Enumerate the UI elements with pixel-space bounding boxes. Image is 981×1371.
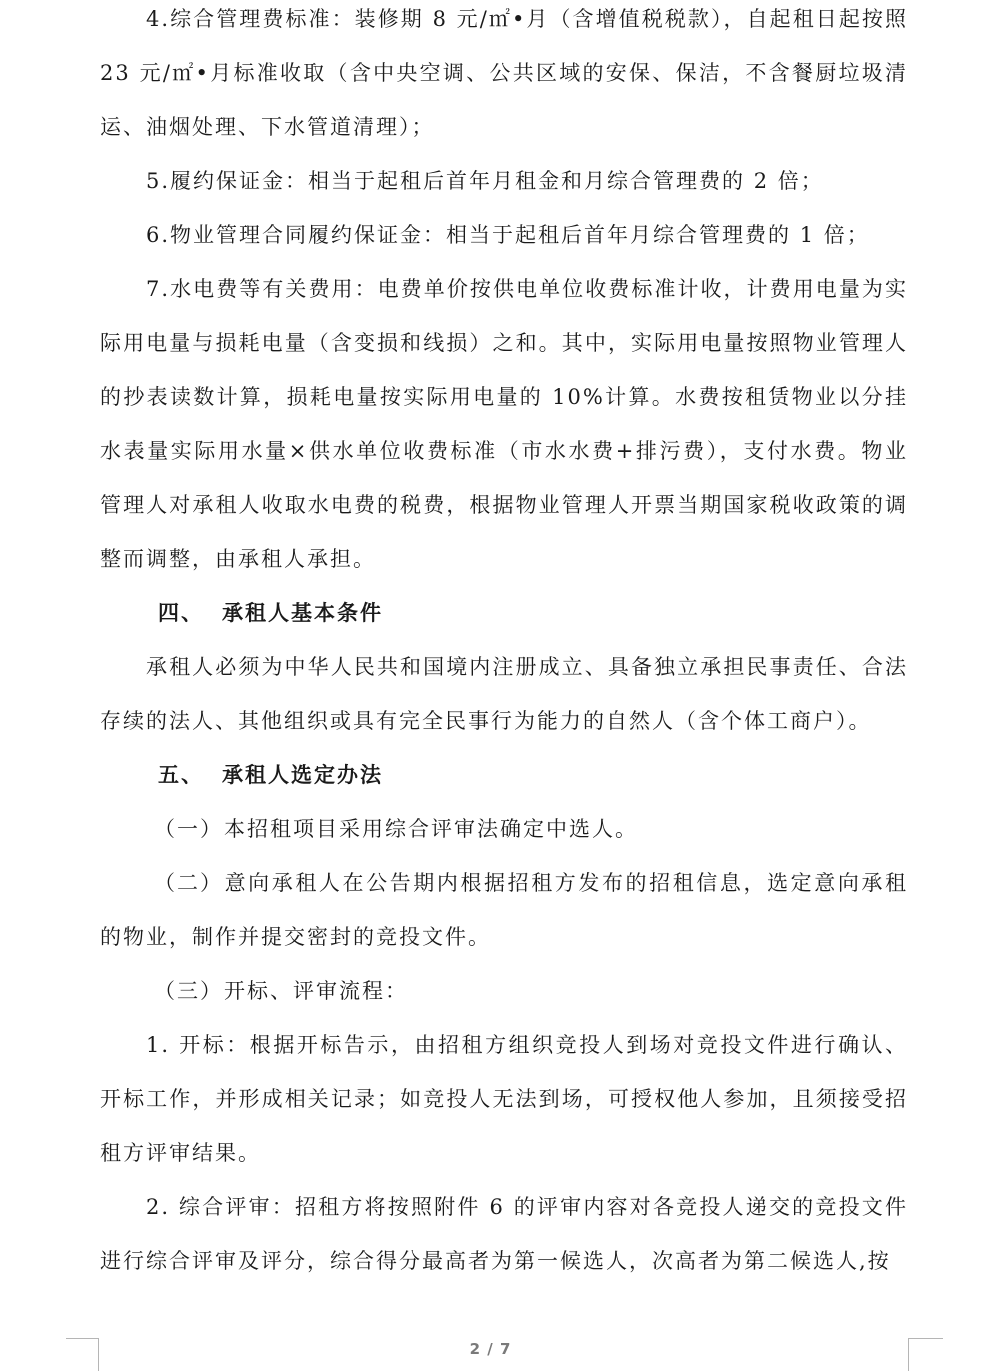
paragraph-performance-deposit: 5.履约保证金：相当于起租后首年月租金和月综合管理费的 2 倍； (146, 169, 824, 193)
section-heading-tenant-conditions (100, 586, 908, 640)
paragraph-utility-fees: 7.水电费等有关费用：电费单价按供电单位收费标准计收，计费用电量为实际用电量与损耗电量（含变损和线损）之和。其中，实际用电量按照物业管理人的抄表读数计算，损耗电量按实际用电量的 10%计算。水费按租赁物业以分挂水表量实际用水量×供水单位收费标准（市水水费+排污费），支付水费。物业管理人对承租人收取水电费的税费，根据物业管理人开票当期国家税收政策的调整而调整，由承租人承担。 (100, 277, 908, 571)
list-item-marker: （三） (154, 979, 223, 1003)
section-number: 五、 (158, 763, 204, 787)
paragraph-property-contract-deposit: 6.物业管理合同履约保证金：相当于起租后首年月综合管理费的 1 倍； (146, 223, 870, 247)
section-title: 承租人选定办法 (222, 763, 383, 787)
section-number: 四、 (158, 601, 204, 625)
paragraph-bid-opening: 1. 开标：根据开标告示，由招租方组织竞投人到场对竞投文件进行确认、开标工作，并形成相关记录；如竞投人无法到场，可授权他人参加，且须接受招租方评审结果。 (100, 1033, 908, 1165)
list-item-evaluation-method (100, 802, 908, 856)
paragraph-management-fee: 4.综合管理费标准：装修期 8 元/㎡•月（含增值税税款），自起租日起按照 23 元/㎡•月标准收取（含中央空调、公共区域的安保、保洁，不含餐厨垃圾清运、油烟处理、下水管道清理）； (100, 7, 908, 139)
section-heading-selection-method (100, 748, 908, 802)
list-item-submission (100, 856, 908, 964)
list-item-process (100, 964, 908, 1018)
list-item-marker: （二） (154, 871, 223, 895)
list-item-text: 本招租项目采用综合评审法确定中选人。 (224, 817, 638, 841)
section-title: 承租人基本条件 (222, 601, 383, 625)
list-item-marker: （一） (154, 817, 223, 841)
paragraph-tenant-conditions: 承租人必须为中华人民共和国境内注册成立、具备独立承担民事责任、合法存续的法人、其他组织或具有完全民事行为能力的自然人（含个体工商户）。 (100, 655, 908, 733)
paragraph-comprehensive-review: 2. 综合评审：招租方将按照附件 6 的评审内容对各竞投人递交的竞投文件进行综合评审及评分，综合得分最高者为第一候选人，次高者为第二候选人,按 (100, 1195, 908, 1273)
list-item-text: 意向承租人在公告期内根据招租方发布的招租信息，选定意向承租的物业，制作并提交密封的竞投文件。 (100, 871, 908, 949)
page-number: 2 / 7 (469, 1340, 512, 1358)
document-body (100, 0, 908, 1288)
list-item-text: 开标、评审流程： (224, 979, 408, 1003)
